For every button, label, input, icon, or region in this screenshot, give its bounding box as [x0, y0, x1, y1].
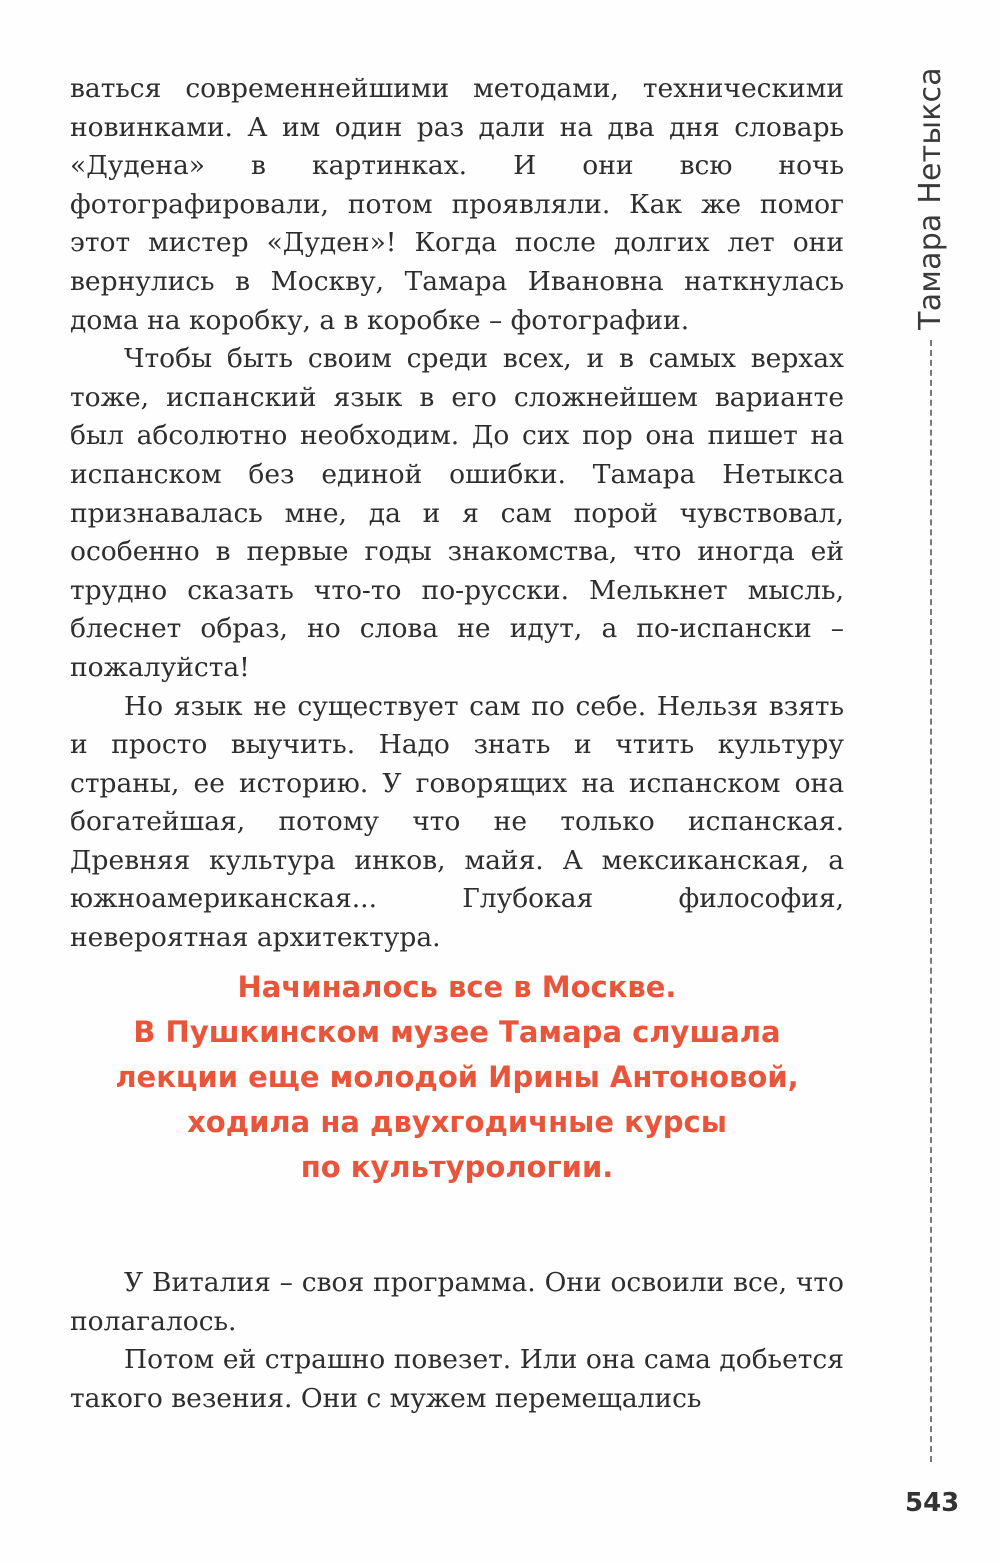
pull-quote-line: по культурологии. [300, 1150, 614, 1184]
pull-quote-line: Начиналось все в Москве. [237, 970, 677, 1004]
pull-quote-line: ходила на двухгодичные курсы [187, 1105, 727, 1139]
paragraph: Но язык не существует сам по себе. Нельзя взять и просто выучить. Надо знать и чтить культуру страны, ее историю. У говорящих на испанском она богатейшая, потому что не только испанская. Древняя культура инков, майя. А мексиканская, а южноамериканская... Глубокая философия, невероятная архитектура. [70, 690, 844, 954]
page-number: 543 [905, 1488, 960, 1518]
paragraph: У Виталия – своя программа. Они освоили все, что полагалось. [70, 1267, 844, 1337]
pull-quote-line: лекции еще молодой Ирины Антоновой, [115, 1060, 799, 1094]
margin-dashed-rule [930, 340, 932, 1462]
running-head [908, 66, 952, 330]
main-text-bottom [70, 1264, 844, 1418]
paragraph: Чтобы быть своим среди всех, и в самых верхах тоже, испанский язык в его сложнейшем варианте был абсолютно необходим. До сих пор она пишет на испанском без единой ошибки. Тамара Нетыкса признавалась мне, да и я сам порой чувствовал, особенно в первые годы знакомства, что иногда ей трудно сказать что-то по-русски. Мелькнет мысль, блеснет образ, но слова не идут, а по-испански – пожалуйста! [70, 343, 844, 683]
paragraph: Потом ей страшно повезет. Или она сама добьется такого везения. Они с мужем перемещались [70, 1344, 844, 1414]
main-text-top [70, 70, 844, 958]
running-head-title: Тамара Нетыкса [912, 66, 948, 330]
pull-quote [70, 965, 844, 1190]
paragraph-continued: ваться современнейшими методами, техническими новинками. А им один раз дали на два дня словарь «Дудена» в картинках. И они всю ночь фотографировали, потом проявляли. Как же помог этот мистер «Дуден»! Когда после долгих лет они вернулись в Москву, Тамара Ивановна наткнулась дома на коробку, а в коробке – фотографии. [70, 73, 844, 336]
pull-quote-line: В Пушкинском музее Тамара слушала [133, 1015, 781, 1049]
